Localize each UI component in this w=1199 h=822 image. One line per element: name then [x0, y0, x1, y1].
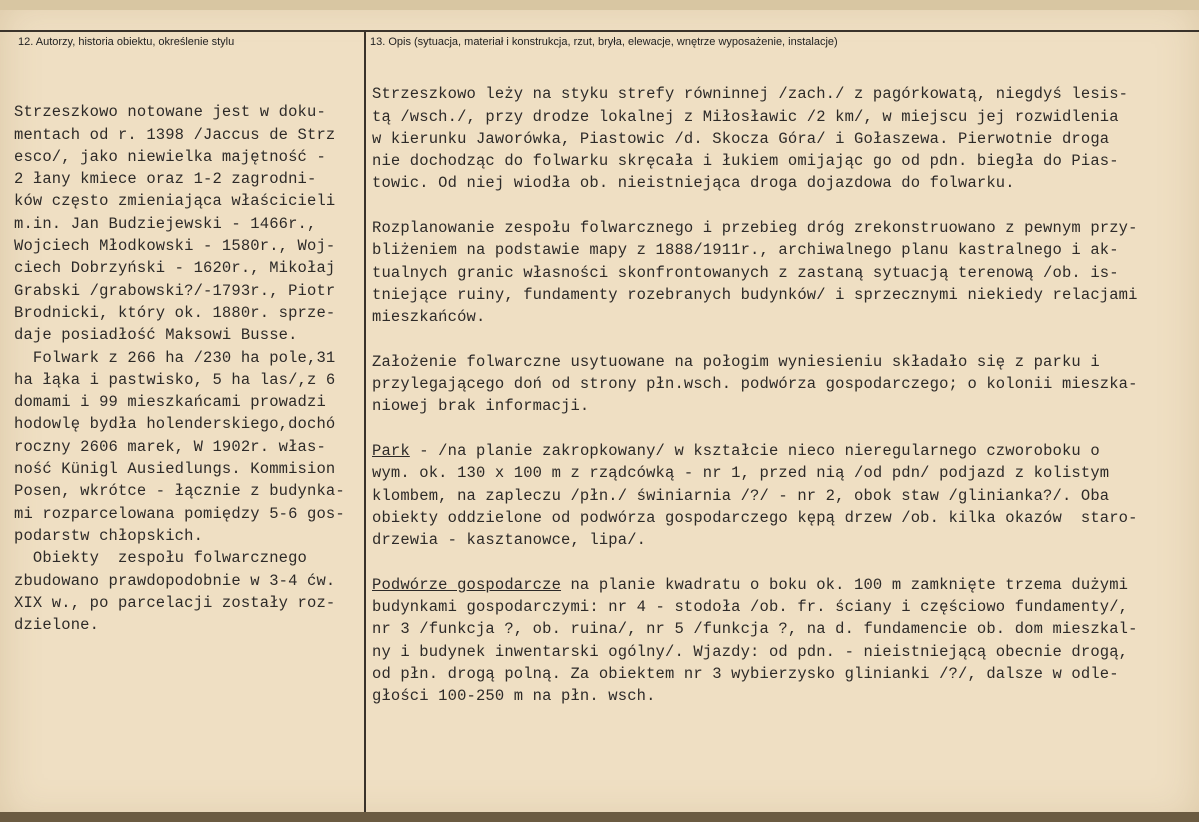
description-line: nie dochodząc do folwarku skręcała i łukiem omijając go od pdn. biegła do Pias- — [372, 152, 1119, 171]
history-line: mentach od r. 1398 /Jaccus de Strz — [14, 125, 336, 144]
description-line: tualnych granic własności skonfrontowanych z zastaną sytuacją terenową /ob. is- — [372, 263, 1119, 282]
history-line: Wojciech Młodkowski - 1580r., Woj- — [14, 237, 336, 256]
section-12-header: 12. Autorzy, historia obiektu, określenie stylu — [18, 36, 235, 48]
description-line: bliżeniem na podstawie mapy z 1888/1911r., archiwalnego planu kastralnego i ak- — [372, 241, 1119, 260]
history-line: 2 łany kmiece oraz 1-2 zagrodni- — [14, 170, 317, 189]
history-line: Folwark z 266 ha /230 ha pole,31 — [14, 348, 336, 367]
history-line: XIX w., po parcelacji zostały roz- — [14, 593, 336, 612]
description-line: tniejące ruiny, fundamenty rozebranych budynków/ i sprzecznymi niekiedy relacjami — [372, 285, 1138, 304]
description-line: obiekty oddzielone od podwórza gospodarczego kępą drzew /ob. kilka okazów staro- — [372, 508, 1138, 527]
card-top-edge — [0, 0, 1199, 10]
description-line: towic. Od niej wiodła ob. nieistniejąca droga dojazdowa do folwarku. — [372, 174, 1015, 193]
history-text-column — [14, 79, 345, 659]
description-text-column — [372, 61, 1138, 730]
description-line: na planie kwadratu o boku ok. 100 m zamknięte trzema dużymi — [561, 575, 1129, 594]
description-line: budynkami gospodarczymi: nr 4 - stodoła /ob. fr. ściany i częściowo fundamenty/, — [372, 598, 1129, 617]
description-line: Rozplanowanie zespołu folwarcznego i przebieg dróg zrekonstruowano z pewnym przy- — [372, 219, 1138, 238]
history-line: podarstw chłopskich. — [14, 526, 204, 545]
history-line: ność Künigl Ausiedlungs. Kommision — [14, 460, 336, 479]
history-line: Posen, wkrótce - łącznie z budynka- — [14, 482, 345, 501]
farmyard-heading: Podwórze gospodarcze — [372, 575, 562, 594]
history-line: esco/, jako niewielka majętność - — [14, 147, 326, 166]
description-line: - /na planie zakropkowany/ w kształcie nieco nieregularnego czworoboku o — [409, 442, 1100, 461]
description-line: w kierunku Jaworówka, Piastowic /d. Skocza Góra/ i Gołaszewa. Pierwotnie droga — [372, 129, 1110, 148]
history-line: m.in. Jan Budziejewski - 1466r., — [14, 214, 317, 233]
history-line: Grabski /grabowski?/-1793r., Piotr — [14, 281, 336, 300]
description-line: drzewia - kasztanowce, lipa/. — [372, 531, 647, 550]
history-line: Obiekty zespołu folwarcznego — [14, 549, 307, 568]
description-line: Założenie folwarczne usytuowane na połogim wyniesieniu składało się z parku i — [372, 352, 1100, 371]
description-line: wym. ok. 130 x 100 m z rządcówką - nr 1, przed nią /od pdn/ podjazd z kolistym — [372, 464, 1110, 483]
description-line: ny i budynek inwentarski ogólny/. Wjazdy: od pdn. - nieistniejącą obecnie drogą, — [372, 642, 1129, 661]
section-13-header: 13. Opis (sytuacja, materiał i konstrukcja, rzut, bryła, elewacje, wnętrze wyposażenie, instalacje) — [370, 36, 838, 48]
history-line: ków często zmieniająca właścicieli — [14, 192, 336, 211]
history-line: zbudowano prawdopodobnie w 3-4 ćw. — [14, 571, 336, 590]
description-line: głości 100-250 m na płn. wsch. — [372, 687, 656, 706]
description-line: nr 3 /funkcja ?, ob. ruina/, nr 5 /funkcja ?, na d. fundamencie ob. dom mieszkal- — [372, 620, 1138, 639]
header-rule — [0, 30, 1199, 32]
card-bottom-edge — [0, 812, 1199, 822]
history-line: daje posiadłość Maksowi Busse. — [14, 326, 298, 345]
history-line: ha łąka i pastwisko, 5 ha las/,z 6 — [14, 370, 336, 389]
column-divider — [364, 32, 366, 812]
history-line: roczny 2606 marek, W 1902r. włas- — [14, 437, 326, 456]
description-line: niowej brak informacji. — [372, 397, 590, 416]
history-line: domami i 99 mieszkańcami prowadzi — [14, 393, 326, 412]
history-line: Brodnicki, który ok. 1880r. sprze- — [14, 303, 336, 322]
park-heading: Park — [372, 442, 410, 461]
history-line: hodowlę bydła holenderskiego,dochó — [14, 415, 336, 434]
description-line: przylegającego doń od strony płn.wsch. podwórza gospodarczego; o kolonii mieszka- — [372, 375, 1138, 394]
history-line: Strzeszkowo notowane jest w doku- — [14, 103, 326, 122]
history-line: mi rozparcelowana pomiędzy 5-6 gos- — [14, 504, 345, 523]
history-line: ciech Dobrzyński - 1620r., Mikołaj — [14, 259, 336, 278]
history-line: dzielone. — [14, 616, 100, 635]
description-line: tą /wsch./, przy drodze lokalnej z Miłosławic /2 km/, w miejscu jej rozwidlenia — [372, 107, 1119, 126]
description-line: od płn. drogą polną. Za obiektem nr 3 wybierzysko glinianki /?/, dalsze w odle- — [372, 665, 1119, 684]
description-line: Strzeszkowo leży na styku strefy równinnej /zach./ z pagórkowatą, niegdyś lesis- — [372, 85, 1129, 104]
description-line: mieszkańców. — [372, 308, 486, 327]
description-line: klombem, na zapleczu /płn./ świniarnia /?/ - nr 2, obok staw /glinianka?/. Oba — [372, 486, 1110, 505]
